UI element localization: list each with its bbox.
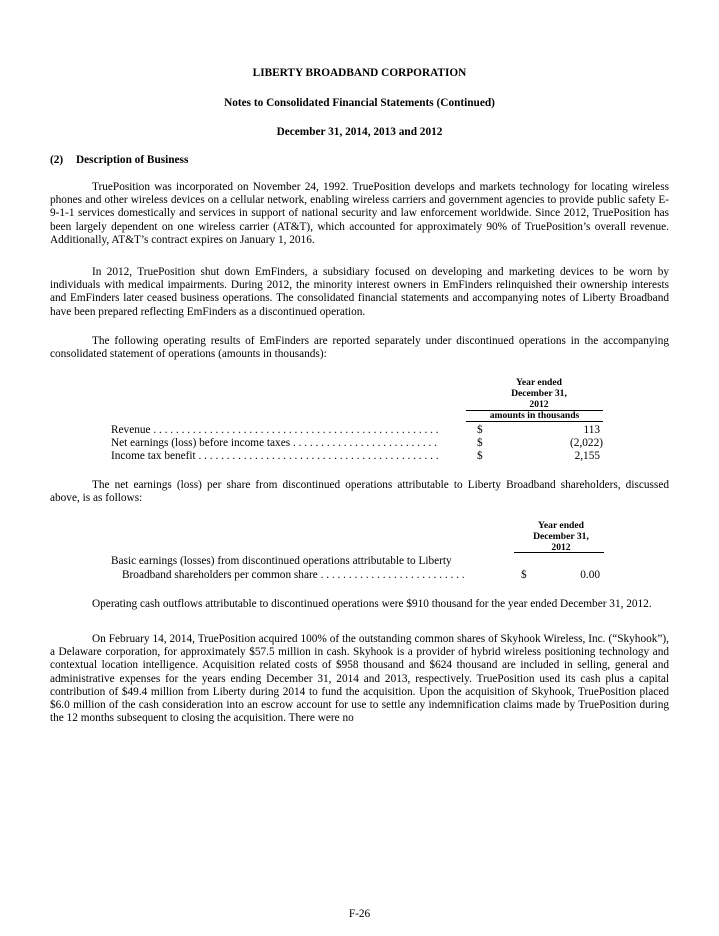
table1-row-currency: $ [477, 437, 483, 449]
table-row [111, 555, 603, 568]
paragraph-2 [50, 266, 669, 319]
paragraph-1 [50, 181, 669, 247]
paragraph-6 [50, 633, 669, 725]
table2-col-header-line2: December 31, [533, 531, 589, 542]
table1-row-label: Income tax benefit . . . . . . . . . . . . . . . . . . . . . . . . . . . . . . . . . . . . . . . . . . . [111, 450, 439, 462]
page-number: F-26 [348, 908, 371, 920]
table-row [111, 437, 603, 450]
document-subtitle: Notes to Consolidated Financial Statements (Continued) [224, 97, 495, 109]
table2-col-header [515, 520, 607, 553]
table2-currency: $ [521, 569, 527, 581]
table1-row-value: 2,155 [574, 450, 600, 462]
table1-row-label: Revenue . . . . . . . . . . . . . . . . . . . . . . . . . . . . . . . . . . . . . . . . . . . . . . . . . . . [111, 424, 439, 436]
table2-label-line1: Basic earnings (losses) from discontinued operations attributable to Liberty [111, 555, 452, 567]
paragraph-1-text: TruePosition was incorporated on November 24, 1992. TruePosition develops and markets technology for locating wireless phones and other wireless devices on a cellular network, enabling wireless carriers and government agencies to provide public safety E-9-1-1 services domestically and services in support of national security and law enforcement worldwide. Since 2012, TruePosition has been largely dependent on one wireless carrier (AT&T), which accounted for approximately 90% of TruePosition’s overall revenue. Additionally, AT&T’s contract expires on January 1, 2016. [50, 181, 669, 246]
table-row [122, 569, 603, 582]
table1-row-currency: $ [477, 450, 483, 462]
paragraph-6-text: On February 14, 2014, TruePosition acquired 100% of the outstanding common shares of Skyhook Wireless, Inc. (“Skyhook”), a Delaware corporation, for approximately $57.5 million in cash. Skyhook is a provider of hybrid wireless positioning technology and contextual location intelligence. Acquisition related costs of $958 thousand and $624 thousand are included in selling, general and administrative expenses for the years ending December 31, 2014 and 2013, respectively. TruePosition used its cash plus a capital contribution of $49.4 million from Liberty during 2014 to fund the acquisition. Upon the acquisition of Skyhook, TruePosition placed $6.0 million of the cash consideration into an escrow account for use to settle any indemnification claims made by TruePosition during the 12 months subsequent to closing the acquisition. There were no [50, 633, 669, 725]
table2-label-line2: Broadband shareholders per common share . . . . . . . . . . . . . . . . . . . . . . . . . . [122, 569, 465, 581]
section-number: (2) [50, 154, 64, 166]
table1-col-header [493, 377, 585, 410]
table-row [111, 424, 603, 437]
table1-row-label: Net earnings (loss) before income taxes . . . . . . . . . . . . . . . . . . . . . . . . . . [111, 437, 437, 449]
table2-col-header-line3: 2012 [551, 542, 571, 553]
section-heading [50, 154, 188, 167]
table1-row-value: (2,022) [570, 437, 603, 449]
paragraph-3 [50, 335, 669, 361]
table-row [111, 450, 603, 463]
paragraph-2-text: In 2012, TruePosition shut down EmFinders, a subsidiary focused on developing and marketing devices to be worn by individuals with medical impairments. During 2012, the minority interest owners in EmFinders relinquished their ownership interests and EmFinders later ceased business operations. The consolidated financial statements and accompanying notes of Liberty Broadband have been prepared reflecting EmFinders as a discontinued operation. [50, 266, 669, 318]
table1-col-header-line2: December 31, [511, 388, 567, 399]
table2-col-header-line1: Year ended [538, 520, 584, 531]
company-title: LIBERTY BROADBAND CORPORATION [252, 67, 467, 79]
table1-units-rule [466, 421, 603, 422]
table1-col-header-line3: 2012 [529, 399, 549, 410]
paragraph-4 [50, 479, 669, 505]
paragraph-5 [50, 598, 669, 611]
table2-header-rule [514, 552, 604, 553]
section-title: Description of Business [76, 154, 189, 166]
document-date: December 31, 2014, 2013 and 2012 [276, 126, 443, 138]
table1-row-currency: $ [477, 424, 483, 436]
paragraph-4-text: The net earnings (loss) per share from discontinued operations attributable to Liberty Broadband shareholders, discussed above, is as follows: [50, 479, 669, 505]
table1-row-value: 113 [583, 424, 600, 436]
table1-units: amounts in thousands [489, 410, 580, 421]
table2-value: 0.00 [580, 569, 600, 581]
table1-col-header-line1: Year ended [516, 377, 562, 388]
paragraph-3-text: The following operating results of EmFinders are reported separately under discontinued operations in the accompanying consolidated statement of operations (amounts in thousands): [50, 335, 669, 361]
paragraph-5-text: Operating cash outflows attributable to discontinued operations were $910 thousand for the year ended December 31, 2012. [92, 598, 652, 610]
